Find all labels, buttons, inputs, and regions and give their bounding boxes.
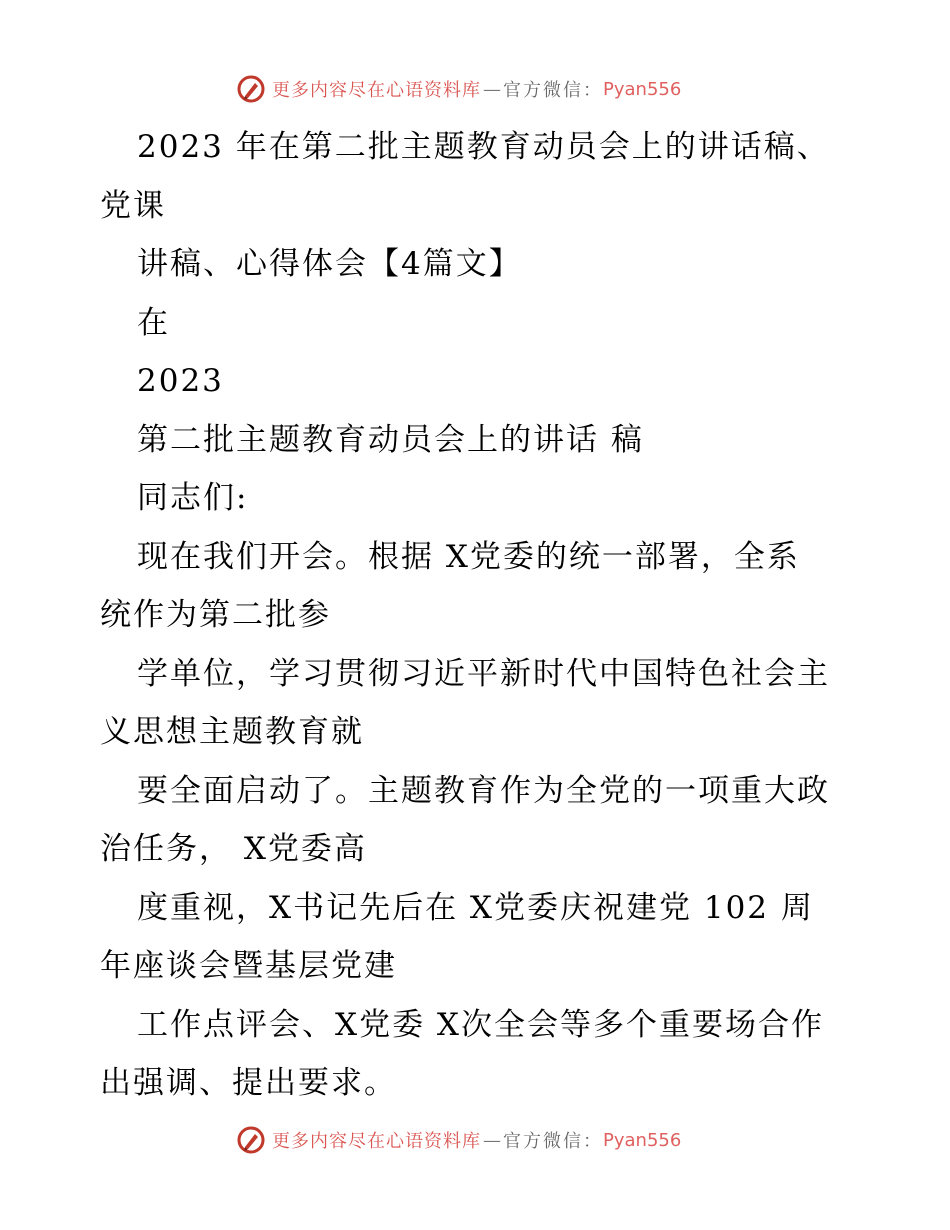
watermark-text: 更多内容尽在心语资料库: [272, 1131, 481, 1152]
text-line: 治任务， X党委高: [100, 831, 367, 867]
pen-logo-icon: [236, 74, 266, 104]
text-line: 第二批主题教育动员会上的讲话 稿: [137, 421, 644, 458]
text-line: 统作为第二批参: [100, 597, 331, 633]
watermark-text: 更多内容尽在心语资料库: [272, 80, 481, 101]
watermark-id: Pyan556: [603, 78, 682, 100]
pen-logo-icon: [236, 1125, 266, 1155]
text-line: 学单位，学习贯彻习近平新时代中国特色社会主: [137, 655, 830, 692]
text-line: 要全面启动了。主题教育作为全党的一项重大政: [137, 772, 830, 809]
header-watermark: [236, 72, 756, 106]
text-line: 2023: [137, 363, 224, 399]
text-line: 同志们:: [137, 480, 249, 516]
watermark-dash: —: [483, 78, 501, 100]
watermark-dash: —: [483, 1129, 501, 1151]
text-line: 度重视，X书记先后在 X党委庆祝建党 102 周: [137, 889, 814, 926]
text-line: 出强调、提出要求。: [100, 1065, 397, 1101]
watermark-id: Pyan556: [603, 1129, 682, 1151]
text-line: 2023 年在第二批主题教育动员会上的讲话稿、: [137, 129, 830, 165]
text-line: 现在我们开会。根据 X党委的统一部署，全系: [137, 538, 800, 575]
text-line: 讲稿、心得体会【4篇文】: [137, 246, 522, 282]
text-line: 工作点评会、X党委 X次全会等多个重要场合作: [137, 1006, 824, 1043]
text-line: 义思想主题教育就: [100, 714, 364, 750]
document-body: [100, 118, 870, 1113]
text-line: 年座谈会暨基层党建: [100, 948, 397, 984]
footer-watermark: [236, 1123, 756, 1157]
watermark-official: 官方微信：: [503, 80, 603, 101]
watermark-official: 官方微信：: [503, 1131, 603, 1152]
text-line: 在: [137, 304, 170, 341]
text-line: 党课: [100, 187, 166, 224]
